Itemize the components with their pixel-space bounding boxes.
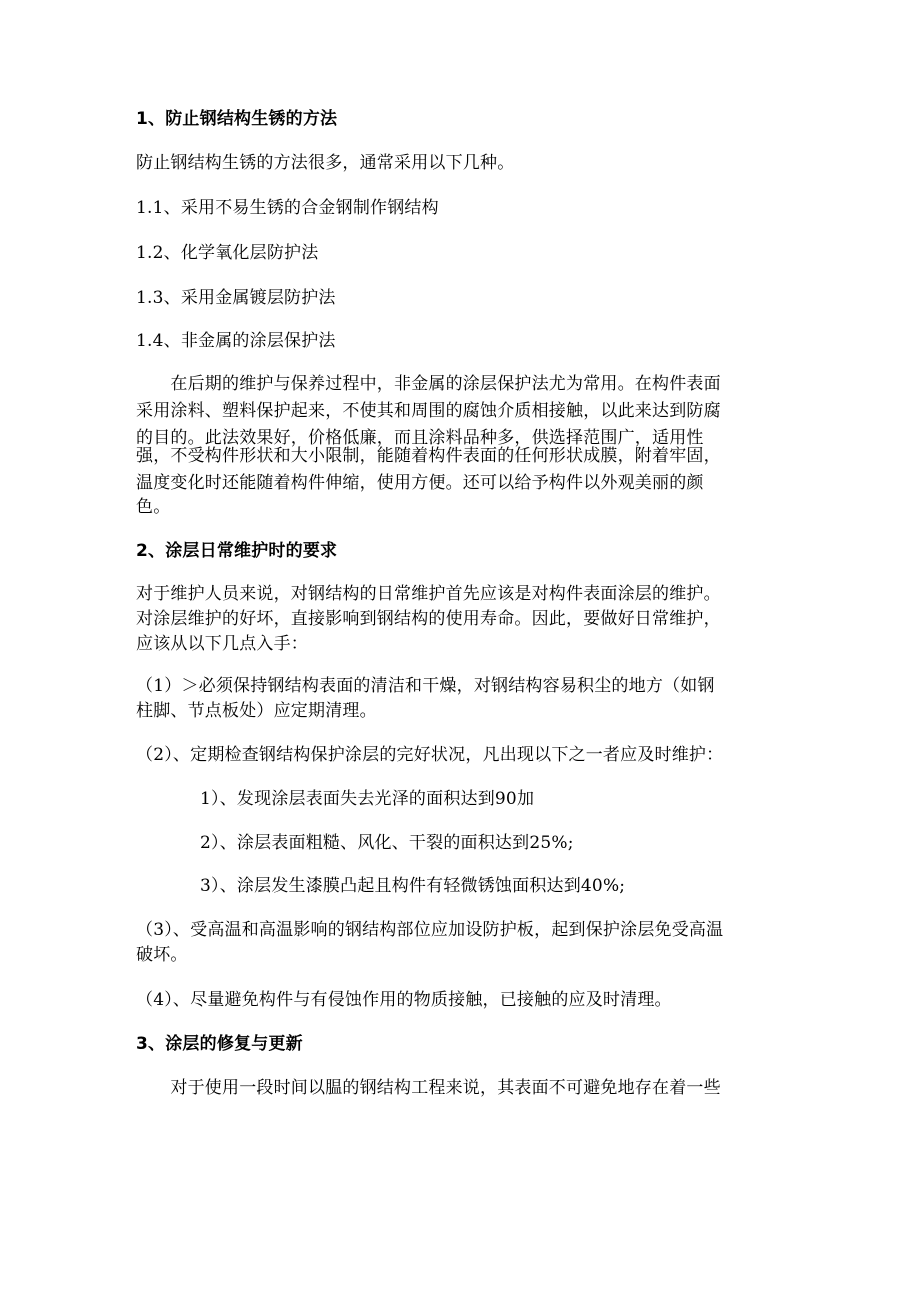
paragraph-line: 破坏。 [136, 945, 188, 965]
paragraph-line: 在后期的维护与保养过程中，非金属的涂层保护法尤为常用。在构件表面 [136, 374, 721, 394]
paragraph-line: （1）＞必须保持钢结构表面的清洁和干燥，对钢结构容易积尘的地方（如钢 [136, 676, 715, 696]
paragraph-line: （4）、尽量避免构件与有侵蚀作用的物质接触，已接触的应及时清理。 [136, 990, 672, 1010]
list-item: 1.3、采用金属镀层防护法 [136, 288, 336, 308]
section-2-heading: 2、涂层日常维护时的要求 [136, 541, 338, 561]
paragraph-line: （2）、定期检查钢结构保护涂层的完好状况，凡出现以下之一者应及时维护： [136, 745, 724, 765]
section-1-intro: 防止钢结构生锈的方法很多，通常采用以下几种。 [136, 153, 515, 173]
paragraph-line: 的目的。此法效果好，价格低廉，而且涂料品种多，供选择范围广，适用性 [136, 428, 704, 448]
paragraph-line: 对于维护人员来说，对钢结构的日常维护首先应该是对构件表面涂层的维护。 [136, 584, 721, 604]
paragraph-line: 应该从以下几点入手： [136, 634, 308, 654]
paragraph-line: 对涂层维护的好坏，直接影响到钢结构的使用寿命。因此，要做好日常维护， [136, 609, 721, 629]
list-item: 1）、发现涂层表面失去光泽的面积达到90加 [200, 789, 535, 809]
paragraph-line: （3）、受高温和高温影响的钢结构部位应加设防护板，起到保护涂层免受高温 [136, 920, 724, 940]
section-1-heading: 1、防止钢结构生锈的方法 [136, 109, 338, 129]
list-item: 1.2、化学氧化层防护法 [136, 243, 319, 263]
section-3-heading: 3、涂层的修复与更新 [136, 1034, 303, 1054]
paragraph-line: 色。 [136, 497, 171, 517]
paragraph-line: 温度变化时还能随着构件伸缩，使用方便。还可以给予构件以外观美丽的颜 [136, 473, 704, 493]
list-item: 2）、涂层表面粗糙、风化、干裂的面积达到25%; [200, 833, 574, 853]
list-item: 1.4、非金属的涂层保护法 [136, 331, 336, 351]
list-item: 3）、涂层发生漆膜凸起且构件有轻微锈蚀面积达到40%; [200, 876, 626, 896]
paragraph-line: 柱脚、节点板处）应定期清理。 [136, 701, 377, 721]
list-item: 1.1、采用不易生锈的合金钢制作钢结构 [136, 198, 439, 218]
paragraph-line: 采用涂料、塑料保护起来，不使其和周围的腐蚀介质相接触，以此来达到防腐 [136, 401, 721, 421]
paragraph-line: 强，不受构件形状和大小限制，能随着构件表面的任何形状成膜，附着牢固， [136, 446, 721, 466]
paragraph-line: 对于使用一段时间以腽的钢结构工程来说，其表面不可避免地存在着一些 [136, 1078, 721, 1098]
